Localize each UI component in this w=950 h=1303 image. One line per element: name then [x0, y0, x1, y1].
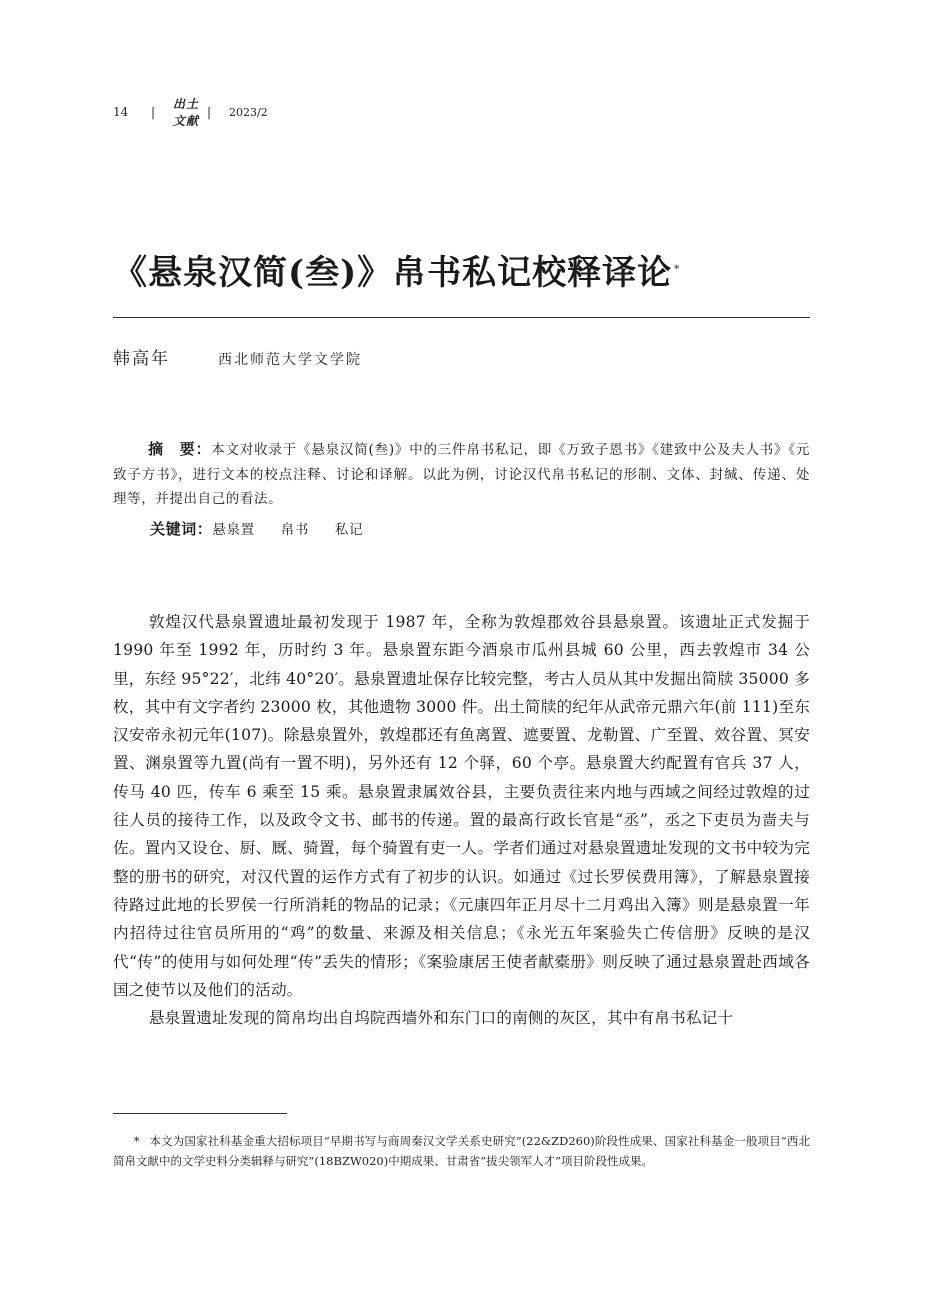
keyword: 悬泉置: [212, 522, 255, 538]
byline: [113, 344, 362, 369]
article-body: [113, 608, 810, 1032]
abstract: [113, 437, 810, 512]
issue-number: 2023/2: [229, 105, 268, 119]
footnote: [113, 1131, 810, 1171]
keyword: 帛书: [280, 522, 309, 538]
article-title: [113, 245, 680, 294]
journal-name: 出土文献: [173, 97, 200, 128]
footnote-mark: *: [133, 1134, 140, 1148]
running-header: [113, 95, 268, 129]
header-separator: |: [207, 105, 212, 119]
title-text: 《悬泉汉简(叁)》帛书私记校释译论: [113, 253, 673, 293]
abstract-label: 摘 要：: [148, 440, 212, 458]
keywords-label: 关键词：: [150, 520, 213, 538]
author-affiliation: 西北师范大学文学院: [218, 352, 362, 368]
footnote-text: 本文为国家社科基金重大招标项目“早期书写与商周秦汉文学关系史研究”(22&ZD260)阶段性成果、国家社科基金一般项目“西北简帛文献中的文学史料分类辑释与研究”(18BZW020)中期成果、甘肃省“拔尖领军人才”项目阶段性成果。: [113, 1134, 810, 1168]
title-footnote-mark[interactable]: *: [674, 263, 681, 275]
header-separator: |: [151, 105, 156, 119]
keywords: [150, 518, 389, 539]
title-divider: [113, 317, 810, 318]
body-paragraph: 敦煌汉代悬泉置遗址最初发现于 1987 年，全称为敦煌郡效谷县悬泉置。该遗址正式发掘于 1990 年至 1992 年，历时约 3 年。悬泉置东距今酒泉市瓜州县城 60 公里，西去敦煌市 34 公里，东经 95°22′，北纬 40°20′。悬泉置遗址保存比较完整，考古人员从其中发掘出简牍 35000 多枚，其中有文字者约 23000 枚，其他遗物 3000 件。出土简牍的纪年从武帝元鼎六年(前 111)至东汉安帝永初元年(107)。除悬泉置外，敦煌郡还有鱼离置、遮要置、龙勒置、广至置、效谷置、冥安置、渊泉置等九置(尚有一置不明)，另外还有 12 个驿，60 个亭。悬泉置大约配置有官兵 37 人，传马 40 匹，传车 6 乘至 15 乘。悬泉置隶属效谷县，主要负责往来内地与西域之间经过敦煌的过往人员的接待工作，以及政令文书、邮书的传递。置的最高行政长官是“丞”，丞之下吏员为啬夫与佐。置内又设仓、厨、厩、骑置，每个骑置有吏一人。学者们通过对悬泉置遗址发现的文书中较为完整的册书的研究，对汉代置的运作方式有了初步的认识。如通过《过长罗侯费用簿》，了解悬泉置接待路过此地的长罗侯一行所消耗的物品的记录；《元康四年正月尽十二月鸡出入簿》则是悬泉置一年内招待过往官员所用的“鸡”的数量、来源及相关信息；《永光五年案验失亡传信册》反映的是汉代“传”的使用与如何处理“传”丢失的情形；《案验康居王使者献橐册》则反映了通过悬泉置赴西域各国之使节以及他们的活动。: [113, 613, 810, 999]
keyword: 私记: [334, 522, 364, 538]
footnote-divider: [113, 1113, 287, 1114]
page-number: 14: [113, 105, 129, 119]
body-paragraph: 悬泉置遗址发现的简帛均出自坞院西墙外和东门口的南侧的灰区，其中有帛书私记十: [148, 1009, 734, 1028]
abstract-text: 本文对收录于《悬泉汉简(叁)》中的三件帛书私记，即《万致子恩书》《建致中公及夫人书》《元致子方书》，进行文本的校点注释、讨论和译解。以此为例，讨论汉代帛书私记的形制、文体、封缄、传递、处理等，并提出自己的看法。: [113, 442, 810, 507]
author-name: 韩高年: [113, 349, 170, 369]
